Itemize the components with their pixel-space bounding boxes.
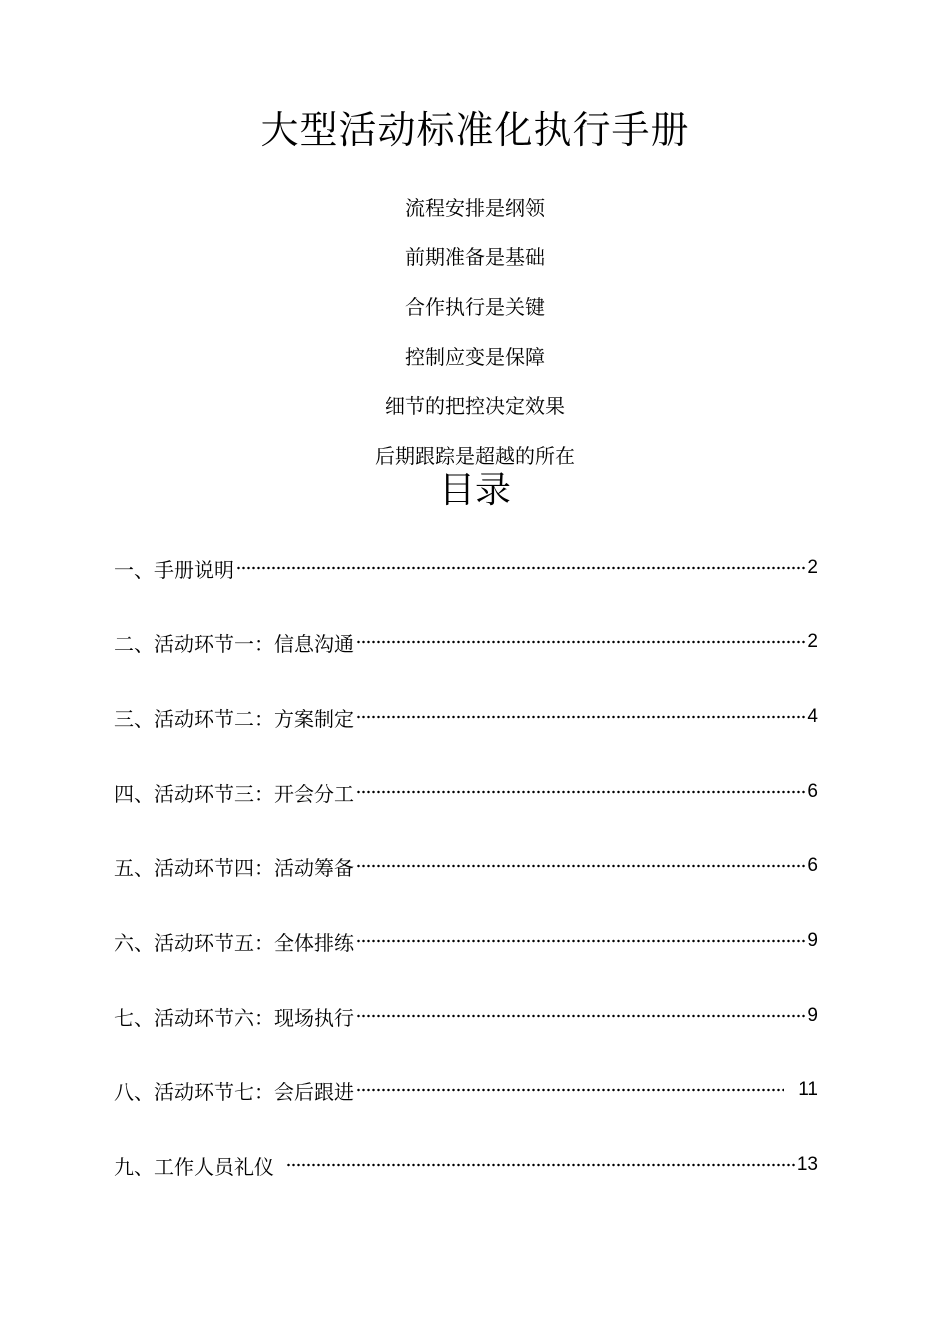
toc-page-number: 6 (807, 855, 818, 876)
toc-page-number: 6 (807, 781, 818, 802)
toc-entry-label: 二、活动环节一：信息沟通 (114, 631, 354, 656)
toc-entry-label: 七、活动环节六：现场执行 (114, 1005, 354, 1030)
motto-line: 流程安排是纲领 (405, 196, 545, 220)
toc-leader-dots (356, 640, 805, 644)
toc-entry[interactable] (114, 1075, 818, 1105)
toc-entry[interactable] (114, 1001, 818, 1031)
toc-page-number: 2 (807, 557, 818, 578)
toc-entry-label: 四、活动环节三：开会分工 (114, 781, 354, 806)
toc-entry-label: 五、活动环节四：活动筹备 (114, 855, 354, 880)
toc-page-number: 9 (807, 930, 818, 951)
toc-leader-dots (236, 566, 805, 570)
toc-entry-label: 一、手册说明 (114, 557, 234, 582)
toc-entry-label: 九、工作人员礼仪 (114, 1154, 274, 1179)
motto-line: 合作执行是关键 (405, 295, 545, 319)
toc-entry-label: 三、活动环节二：方案制定 (114, 706, 354, 731)
toc-entry[interactable] (114, 627, 818, 657)
toc-page-number: 9 (807, 1005, 818, 1026)
motto-line: 前期准备是基础 (405, 245, 545, 269)
toc-heading: 目录 (438, 470, 511, 511)
document-title: 大型活动标准化执行手册 (260, 108, 690, 152)
toc-page-number: 4 (807, 706, 818, 727)
toc-entry[interactable] (114, 1150, 818, 1180)
toc-entry-label: 六、活动环节五：全体排练 (114, 930, 354, 955)
toc-leader-dots (356, 939, 805, 943)
toc-leader-dots (286, 1163, 795, 1167)
motto-line: 后期跟踪是超越的所在 (375, 444, 575, 468)
toc-entry-label: 八、活动环节七：会后跟进 (114, 1079, 354, 1104)
toc-page-number: 13 (796, 1154, 818, 1175)
toc-leader-dots (356, 715, 805, 719)
toc-entry[interactable] (114, 926, 818, 956)
toc-page-number: 11 (798, 1079, 818, 1100)
toc-leader-dots (356, 864, 805, 868)
toc-entry[interactable] (114, 553, 818, 583)
toc-entry[interactable] (114, 702, 818, 732)
motto-line: 控制应变是保障 (405, 345, 545, 369)
toc-entry[interactable] (114, 777, 818, 807)
toc-leader-dots (356, 1014, 805, 1018)
toc-leader-dots (356, 790, 805, 794)
toc-page-number: 2 (807, 631, 818, 652)
toc-entry[interactable] (114, 851, 818, 881)
motto-line: 细节的把控决定效果 (385, 394, 565, 418)
toc-leader-dots (356, 1088, 784, 1092)
